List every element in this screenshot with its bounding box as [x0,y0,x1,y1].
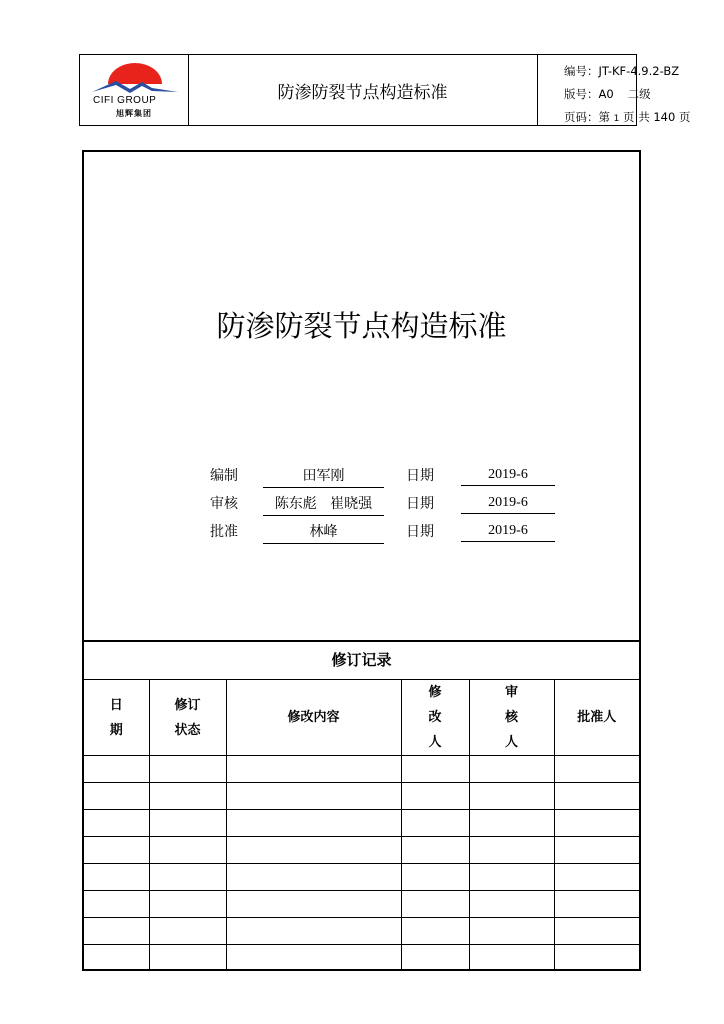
table-row [84,864,639,891]
signature-row-review [210,493,560,515]
doc-version: 版号：A0 二级 [564,87,651,101]
col-date: 日 期 [84,680,149,756]
logo-text-cn: 旭辉集团 [116,109,152,118]
logo-cell [80,55,189,125]
table-row [84,810,639,837]
table-row [84,837,639,864]
signature-name: 陈东彪 崔晓强 [263,493,384,516]
table-row [84,783,639,810]
header-meta [538,55,691,125]
table-row [84,891,639,918]
signature-role: 审核 [210,496,238,512]
header-title: 防渗防裂节点构造标准 [188,55,538,125]
signature-date: 2019-6 [461,467,555,486]
signature-role: 编制 [210,468,238,484]
cover-title: 防渗防裂节点构造标准 [216,309,507,343]
date-label: 日期 [406,524,434,540]
signature-name: 林峰 [263,521,384,544]
revision-caption: 修订记录 [84,640,639,680]
date-label: 日期 [406,496,434,512]
col-approver: 批准人 [554,680,639,756]
logo-text-en: CIFI GROUP [93,95,157,106]
cover-frame [82,150,641,971]
signature-name: 田军刚 [263,465,384,488]
signature-role: 批准 [210,524,238,540]
signature-date: 2019-6 [461,495,555,514]
table-row [84,918,639,945]
signature-row-approve [210,521,560,543]
col-status: 修订 状态 [149,680,226,756]
cover-section [84,152,639,642]
table-row [84,756,639,783]
date-label: 日期 [406,468,434,484]
signature-date: 2019-6 [461,523,555,542]
signature-row-compile [210,465,560,487]
page-number: 页码：第 1 页 共 140 页 [564,110,691,124]
document-header [79,54,691,126]
table-row [84,945,639,972]
col-modifier: 修 改 人 [401,680,469,756]
doc-code: 编号：JT-KF-4.9.2-BZ [564,64,680,78]
col-content: 修改内容 [226,680,401,756]
revision-header-row [84,680,639,756]
revision-table [84,640,639,971]
col-reviewer: 审 核 人 [469,680,554,756]
